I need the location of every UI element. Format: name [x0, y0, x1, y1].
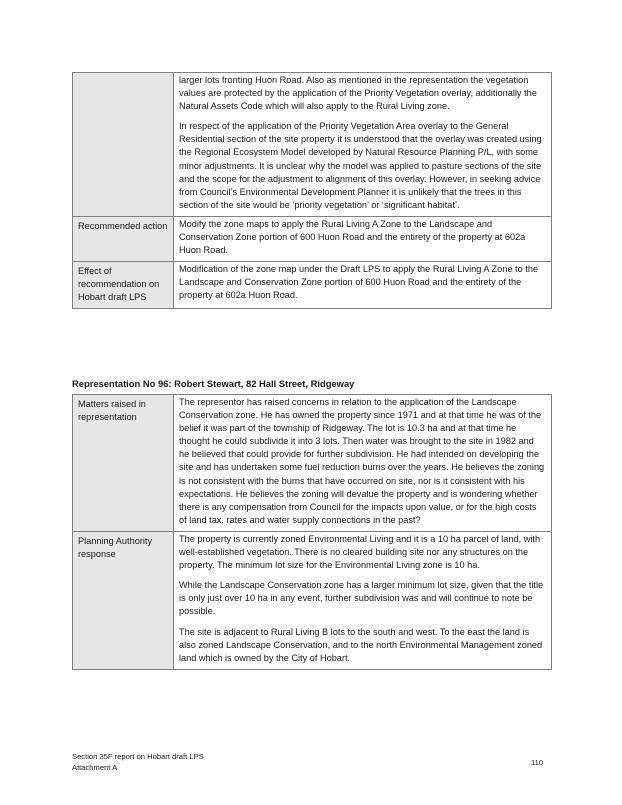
paragraph: In respect of the application of the Priority Vegetation Area overlay to the General Residential section of the site property it is understood that the overlay was created using the Regional Ecosystem Model developed by Natural Resource Planning P/L, with some minor adjustments. It is unclear why the model was applied to pasture sections of the site and the scope for the adjustment to alignment of this overlay. However, in seeking advice from Council’s Environmental Development Planner it is unlikely that the trees in this section of the site would be ‘priority vegetation’ or ‘significant habitat’. — [179, 121, 542, 210]
representation-table — [72, 394, 552, 670]
row-label: Effect of recommendation on Hobart draft LPS — [73, 262, 174, 308]
row-content — [174, 395, 552, 532]
paragraph: The site is adjacent to Rural Living B lots to the south and west. To the east the land is also zoned Landscape Conservation, and to the north Environmental Management zoned land which is owned by the City of Hobart. — [179, 626, 543, 663]
table-row — [73, 73, 552, 217]
table-row — [73, 531, 552, 669]
footer-line: Section 35F report on Hobart draft LPS — [72, 752, 204, 761]
row-label: Planning Authority response — [73, 531, 174, 669]
paragraph: larger lots fronting Huon Road. Also as mentioned in the representation the vegetation values are protected by the application of the Priority Vegetation overlay, additionally the Natural Assets Code which will also apply to the Rural Living zone. — [179, 75, 537, 112]
table-row — [73, 262, 552, 308]
row-content — [174, 73, 552, 217]
section-heading: Representation No 96: Robert Stewart, 82 Hall Street, Ridgeway — [72, 378, 355, 389]
row-content — [174, 216, 552, 261]
paragraph: While the Landscape Conservation zone has a larger minimum lot size, given that the title is only just over 10 ha in any event, further subdivision was and will continue to note be possible. — [179, 580, 544, 617]
footer-line: Attachment A — [72, 763, 118, 772]
paragraph: Modification of the zone map under the Draft LPS to apply the Rural Living A Zone to the Landscape and Conservation Zone portion of 600 Huon Road and the entirety of the property at 602a Huon Road. — [179, 264, 539, 301]
paragraph: The representor has raised concerns in relation to the application of the Landscape Conservation zone. He has owned the property since 1971 and at that time he was of the belief it was part of the township of Ridgeway. The lot is 10.3 ha and at that time he thought he could subdivide it into 3 lots. Then water was brought to the site in 1982 and he believed that could provide for further subdivision. He had intended on developing the site and has undertaken some fuel reduction burns over the years. He believes the zoning is not consistent with the burns that have occurred on site, nor is it consistent with his expectations. He believes the zoning will devalue the property and is wondering whether there is any compensation from Council for the impacts upon value, or for the high costs of land tax, rates and water supply connections in the past? — [179, 397, 545, 525]
row-content — [174, 262, 552, 308]
page-number: 110 — [531, 758, 544, 767]
paragraph: Modify the zone maps to apply the Rural Living A Zone to the Landscape and Conservation Zone portion of 600 Huon Road and the entirety of the property at 602a Huon Road. — [179, 218, 526, 256]
row-label: Recommended action — [73, 216, 174, 261]
page-footer — [72, 751, 204, 773]
continued-assessment-table — [72, 72, 552, 309]
row-label: Matters raised in representation — [73, 395, 174, 532]
table-row — [73, 216, 552, 261]
paragraph: The property is currently zoned Environmental Living and it is a 10 ha parcel of land, with well-established vegetation. There is no cleared building site nor any structures on the property. The minimum lot size for the Environmental Living zone is 10 ha. — [179, 533, 541, 571]
table-row — [73, 395, 552, 532]
row-label — [73, 73, 174, 217]
row-content — [174, 531, 552, 669]
